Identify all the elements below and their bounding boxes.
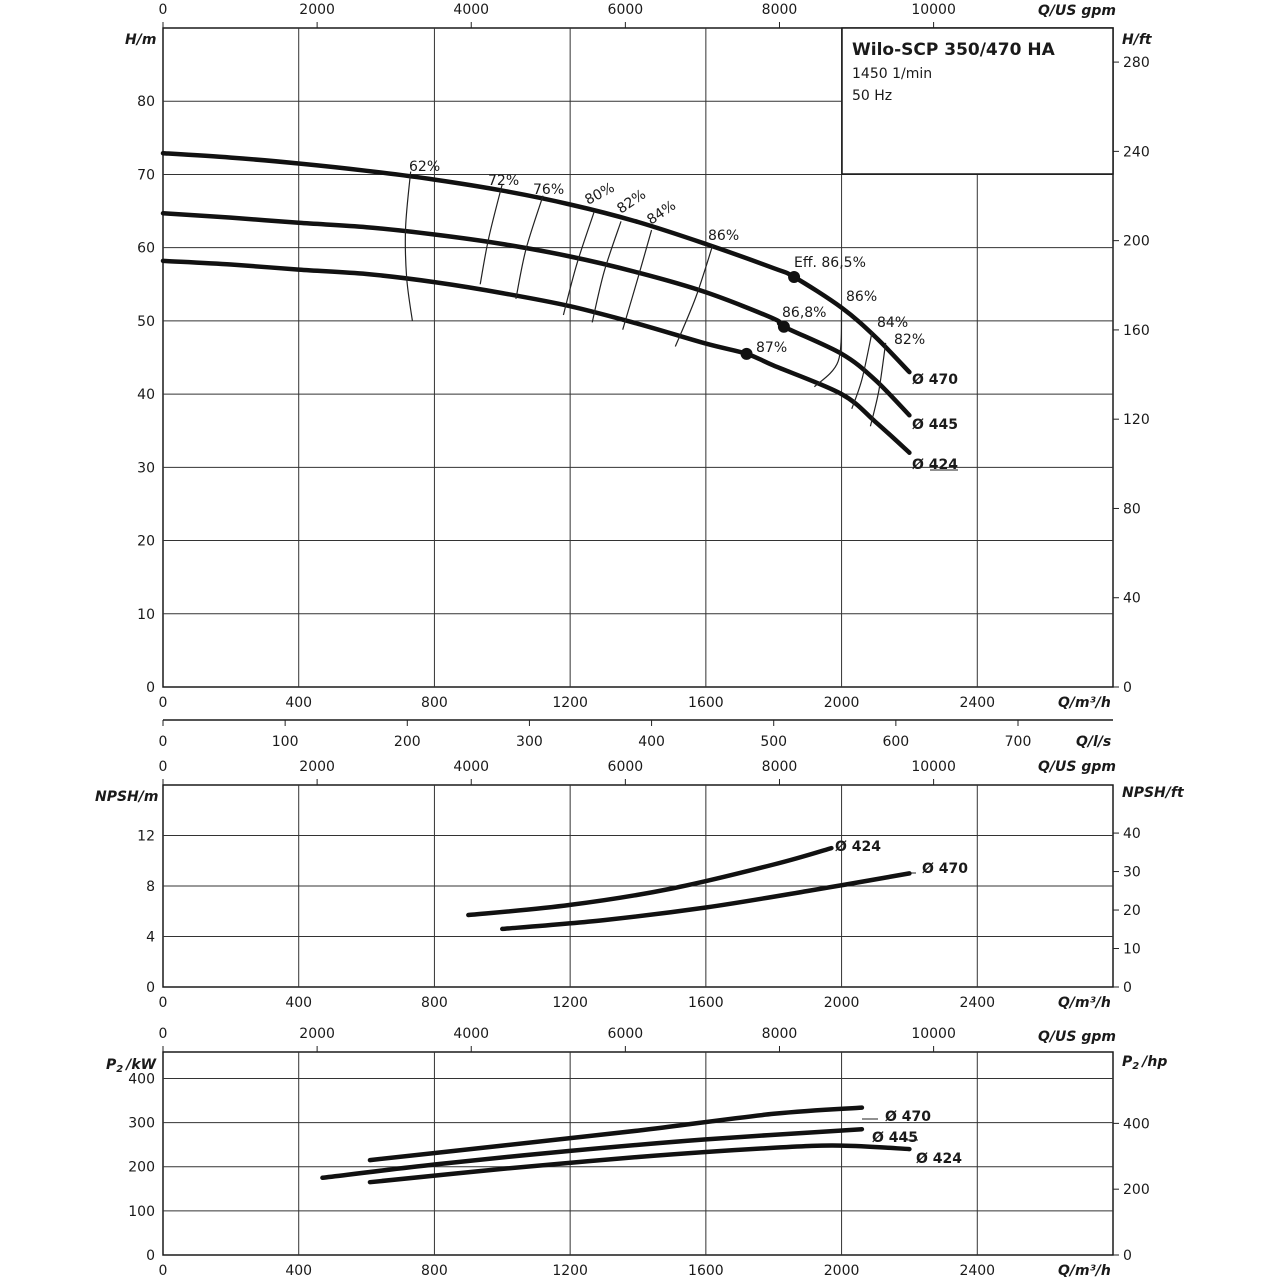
- gpm-tick-label: 4000: [453, 2, 490, 18]
- right-tick-label: 240: [1123, 144, 1150, 161]
- right-tick-label: 40: [1123, 826, 1141, 843]
- npsh-label-424: Ø 424: [835, 839, 881, 855]
- ls-tick-label: 300: [516, 734, 543, 750]
- ls-tick-label: 200: [393, 734, 421, 750]
- x-tick-label: 2000: [823, 1263, 860, 1279]
- right-tick-label: 0: [1123, 680, 1132, 696]
- efficiency-label: 84%: [644, 197, 680, 229]
- right-tick-label: 120: [1123, 412, 1150, 429]
- ls-tick-label: 700: [1004, 734, 1032, 750]
- gpm-tick-label: 8000: [761, 2, 798, 18]
- right-tick-label: 40: [1123, 590, 1141, 607]
- best-efficiency-point: [741, 348, 753, 360]
- x-tick-label: 1600: [688, 995, 724, 1011]
- gpm-tick-label: 2000: [299, 759, 335, 775]
- ls-tick-label: 600: [882, 734, 910, 750]
- y-tick-label: 8: [146, 879, 155, 895]
- y-tick-label: 200: [128, 1159, 155, 1176]
- right-tick-label: 400: [1123, 1116, 1150, 1133]
- x-tick-label: 800: [421, 995, 448, 1011]
- x-tick-label: 400: [285, 1263, 313, 1279]
- right-tick-label: 200: [1123, 1182, 1150, 1199]
- y-tick-label: 70: [137, 167, 155, 184]
- y-tick-label: 60: [137, 240, 155, 257]
- gpm-tick-label: 10000: [911, 2, 956, 18]
- speed-label: 1450 1/min: [852, 66, 933, 82]
- efficiency-label: 84%: [877, 315, 909, 331]
- ls-tick-label: 100: [271, 734, 299, 750]
- x-tick-label: 0: [158, 695, 168, 711]
- curve-label-424: Ø 424: [912, 457, 958, 473]
- efficiency-label: 80%: [582, 179, 618, 209]
- ls-axis-label: Q/l/s: [1076, 734, 1112, 750]
- y-tick-label: 30: [137, 460, 155, 477]
- ls-tick-label: 500: [760, 734, 788, 750]
- head-ft-axis-label: H/ft: [1122, 32, 1152, 48]
- curve-head-424: [163, 261, 909, 453]
- gpm-tick-label: 10000: [911, 1026, 956, 1042]
- npsh-ft-axis-label: NPSH/ft: [1122, 785, 1184, 801]
- x-tick-label: 1200: [552, 1263, 588, 1279]
- right-tick-label: 0: [1123, 1248, 1132, 1264]
- x-tick-label: 1600: [688, 1263, 724, 1279]
- gpm-tick-label: 6000: [607, 2, 644, 18]
- power-gpm-axis-label: Q/US gpm: [1038, 1029, 1116, 1045]
- y-tick-label: 80: [137, 94, 155, 111]
- efficiency-label: 76%: [533, 182, 565, 198]
- gpm-tick-label: 0: [158, 2, 168, 18]
- npsh-label-470: Ø 470: [922, 861, 968, 877]
- x-tick-label: 2400: [959, 995, 996, 1011]
- power-label-424: Ø 424: [916, 1151, 962, 1167]
- efficiency-label: 86%: [708, 228, 740, 244]
- gpm-tick-label: 4000: [453, 1026, 490, 1042]
- gpm-tick-label: 2000: [299, 2, 335, 18]
- x-tick-label: 1200: [552, 695, 588, 711]
- right-tick-label: 280: [1123, 55, 1150, 72]
- power-flow-axis-label: Q/m³/h: [1058, 1263, 1111, 1279]
- efficiency-isoline: [563, 213, 593, 315]
- gpm-tick-label: 2000: [299, 1026, 335, 1042]
- power-axis-label: $P_2$ /kW: [106, 1057, 157, 1075]
- best-efficiency-point: [788, 271, 800, 283]
- right-tick-label: 160: [1123, 322, 1150, 339]
- y-tick-label: 40: [137, 387, 155, 404]
- x-tick-label: 0: [158, 1263, 168, 1279]
- chart-title: Wilo-SCP 350/470 HA: [852, 40, 1055, 60]
- efficiency-label: 82%: [894, 332, 926, 348]
- efficiency-isoline: [405, 172, 412, 321]
- right-tick-label: 80: [1123, 501, 1141, 518]
- y-tick-label: 12: [137, 828, 155, 845]
- y-tick-label: 4: [146, 929, 155, 946]
- right-tick-label: 20: [1123, 903, 1141, 920]
- y-tick-label: 20: [137, 533, 155, 550]
- npsh-flow-axis-label: Q/m³/h: [1058, 995, 1111, 1011]
- right-tick-label: 200: [1123, 233, 1150, 250]
- panel-power-frame: [163, 1052, 1113, 1255]
- bep-label-470: Eff. 86,5%: [794, 255, 866, 271]
- head-axis-label: H/m: [125, 32, 157, 48]
- x-tick-label: 400: [285, 995, 313, 1011]
- gpm-tick-label: 6000: [607, 759, 644, 775]
- right-tick-label: 10: [1123, 941, 1141, 958]
- efficiency-label: 86%: [846, 289, 878, 305]
- efficiency-isoline: [480, 184, 502, 284]
- bep-label-424: 87%: [756, 340, 788, 356]
- x-tick-label: 1600: [688, 695, 724, 711]
- best-efficiency-point: [778, 321, 790, 333]
- ls-tick-label: 0: [158, 734, 168, 750]
- right-tick-label: 0: [1123, 980, 1132, 996]
- y-tick-label: 0: [146, 1248, 155, 1264]
- efficiency-isoline: [592, 221, 621, 322]
- bep-label-445: 86,8%: [782, 305, 827, 321]
- npsh-axis-label: NPSH/m: [95, 789, 159, 805]
- x-tick-label: 2000: [823, 995, 860, 1011]
- x-tick-label: 1200: [552, 995, 588, 1011]
- gpm-tick-label: 10000: [911, 759, 956, 775]
- y-tick-label: 0: [146, 680, 155, 696]
- y-tick-label: 0: [146, 980, 155, 996]
- top-gpm-axis-label: Q/US gpm: [1038, 3, 1116, 19]
- efficiency-label: 72%: [488, 173, 520, 189]
- npsh-gpm-axis-label: Q/US gpm: [1038, 759, 1116, 775]
- gpm-tick-label: 0: [158, 1026, 168, 1042]
- y-tick-label: 50: [137, 313, 155, 330]
- power-label-445: Ø 445: [872, 1130, 918, 1146]
- curve-npsh-424: [468, 848, 831, 915]
- curve-label-470: Ø 470: [912, 372, 958, 388]
- efficiency-label: 82%: [614, 186, 650, 218]
- x-tick-label: 2400: [959, 695, 996, 711]
- efficiency-isoline: [623, 230, 652, 330]
- label-layer: [128, 2, 1149, 1279]
- gpm-tick-label: 4000: [453, 759, 490, 775]
- efficiency-isoline: [675, 245, 712, 346]
- gpm-tick-label: 0: [158, 759, 168, 775]
- efficiency-label: 62%: [409, 159, 441, 175]
- gpm-tick-label: 8000: [761, 759, 798, 775]
- x-tick-label: 2400: [959, 1263, 996, 1279]
- flow-axis-label: Q/m³/h: [1058, 695, 1111, 711]
- y-tick-label: 400: [128, 1071, 155, 1088]
- ls-tick-label: 400: [638, 734, 665, 750]
- curve-label-445: Ø 445: [912, 417, 958, 433]
- right-tick-label: 30: [1123, 864, 1141, 881]
- x-tick-label: 0: [158, 995, 168, 1011]
- x-tick-label: 400: [285, 695, 313, 711]
- y-tick-label: 300: [128, 1115, 155, 1132]
- gpm-tick-label: 8000: [761, 1026, 798, 1042]
- frequency-label: 50 Hz: [852, 88, 893, 104]
- x-tick-label: 2000: [823, 695, 860, 711]
- power-label-470: Ø 470: [885, 1109, 931, 1125]
- gpm-tick-label: 6000: [607, 1026, 644, 1042]
- y-tick-label: 100: [128, 1203, 155, 1220]
- x-tick-label: 800: [421, 1263, 448, 1279]
- y-tick-label: 10: [137, 606, 155, 623]
- x-tick-label: 800: [421, 695, 448, 711]
- power-hp-axis-label: $P_2$ /hp: [1122, 1054, 1168, 1072]
- grid-layer: [163, 22, 1119, 1255]
